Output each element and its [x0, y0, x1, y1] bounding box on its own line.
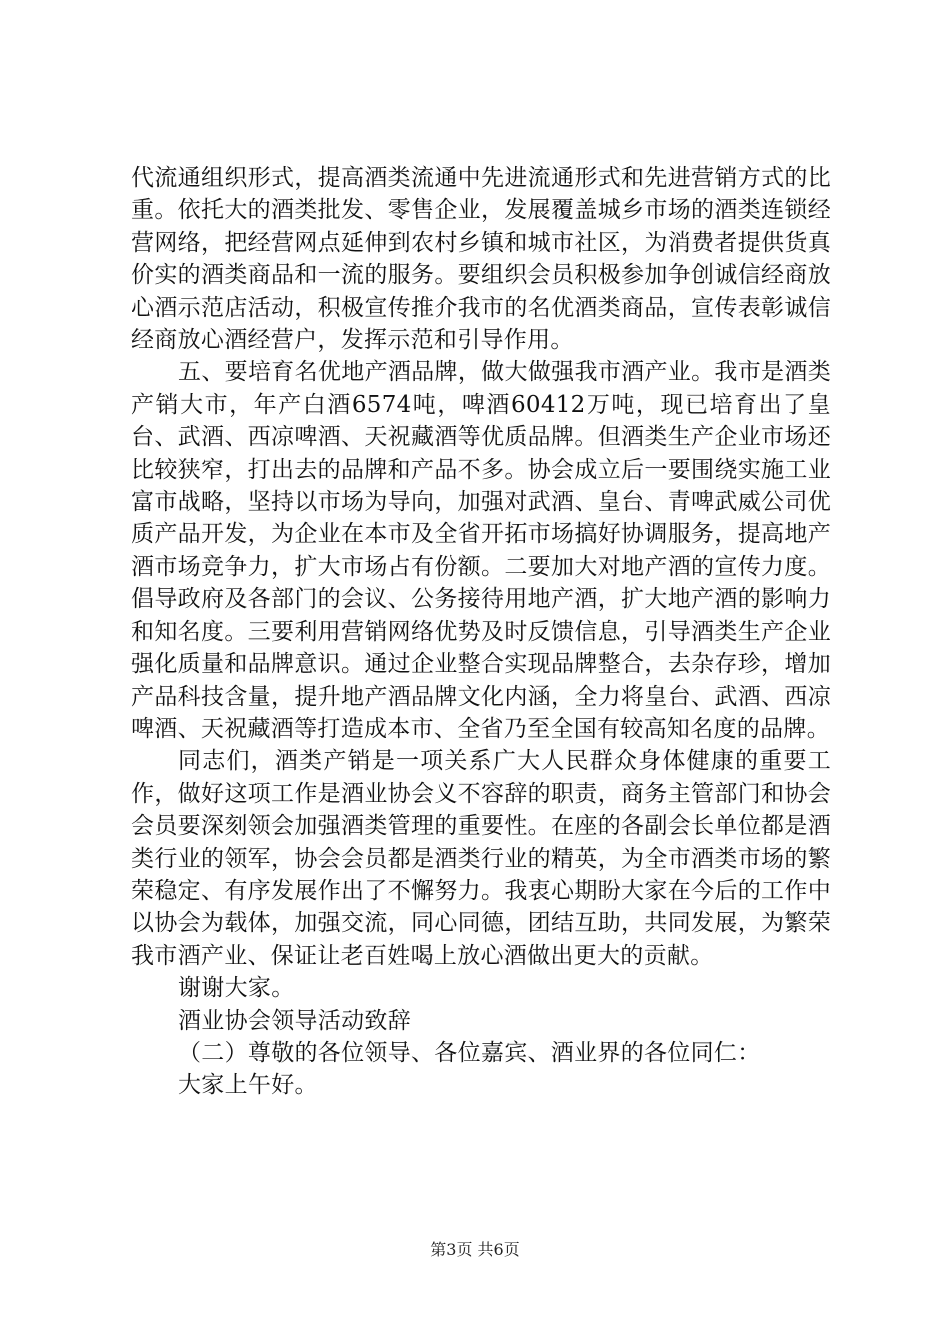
paragraph-continuation: 代流通组织形式，提高酒类流通中先进流通形式和先进营销方式的比重。依托大的酒类批发、零售企业，发展覆盖城乡市场的酒类连锁经营网络，把经营网点延伸到农村乡镇和城市社区，为消费者提供货真价实的酒类商品和一流的服务。要组织会员积极参加争创诚信经商放心酒示范店活动，积极宣传推介我市的名优酒类商品，宣传表彰诚信经商放心酒经营户，发挥示范和引导作用。 [131, 165, 831, 354]
paragraph-greeting: 大家上午好。 [178, 1072, 318, 1099]
paragraph-section-title: 酒业协会领导活动致辞 [178, 1007, 411, 1034]
paragraph-salutation: （二）尊敬的各位领导、各位嘉宾、酒业界的各位同仁： [178, 1039, 761, 1066]
paragraph-comrades: 同志们，酒类产销是一项关系广大人民群众身体健康的重要工作，做好这项工作是酒业协会义不容辞的职责，商务主管部门和协会会员要深刻领会加强酒类管理的重要性。在座的各副会长单位都是酒类行业的领军，协会会员都是酒类行业的精英，为全市酒类市场的繁荣稳定、有序发展作出了不懈努力。我衷心期盼大家在今后的工作中以协会为载体，加强交流，同心同德，团结互助，共同发展，为繁荣我市酒产业、保证让老百姓喝上放心酒做出更大的贡献。 [131, 748, 831, 969]
page-number: 第3页 共6页 [430, 1240, 520, 1259]
paragraph-local-liquor-brands: 五、要培育名优地产酒品牌，做大做强我市酒产业。我市是酒类产销大市，年产白酒6574吨，啤酒60412万吨，现已培育出了皇台、武酒、西凉啤酒、天祝藏酒等优质品牌。但酒类生产企业市场还比较狭窄，打出去的品牌和产品不多。协会成立后一要围绕实施工业富市战略，坚持以市场为导向，加强对武酒、皇台、青啤武威公司优质产品开发，为企业在本市及全省开拓市场搞好协调服务，提高地产酒市场竞争力，扩大市场占有份额。二要加大对地产酒的宣传力度。倡导政府及各部门的会议、公务接待用地产酒，扩大地产酒的影响力和知名度。三要利用营销网络优势及时反馈信息，引导酒类生产企业强化质量和品牌意识。通过企业整合实现品牌整合，去杂存珍，增加产品科技含量，提升地产酒品牌文化内涵，全力将皇台、武酒、西凉啤酒、天祝藏酒等打造成本市、全省乃至全国有较高知名度的品牌。 [131, 359, 831, 742]
page-footer [0, 1240, 950, 1260]
document-body [131, 162, 831, 1102]
paragraph-thanks: 谢谢大家。 [178, 975, 295, 1002]
